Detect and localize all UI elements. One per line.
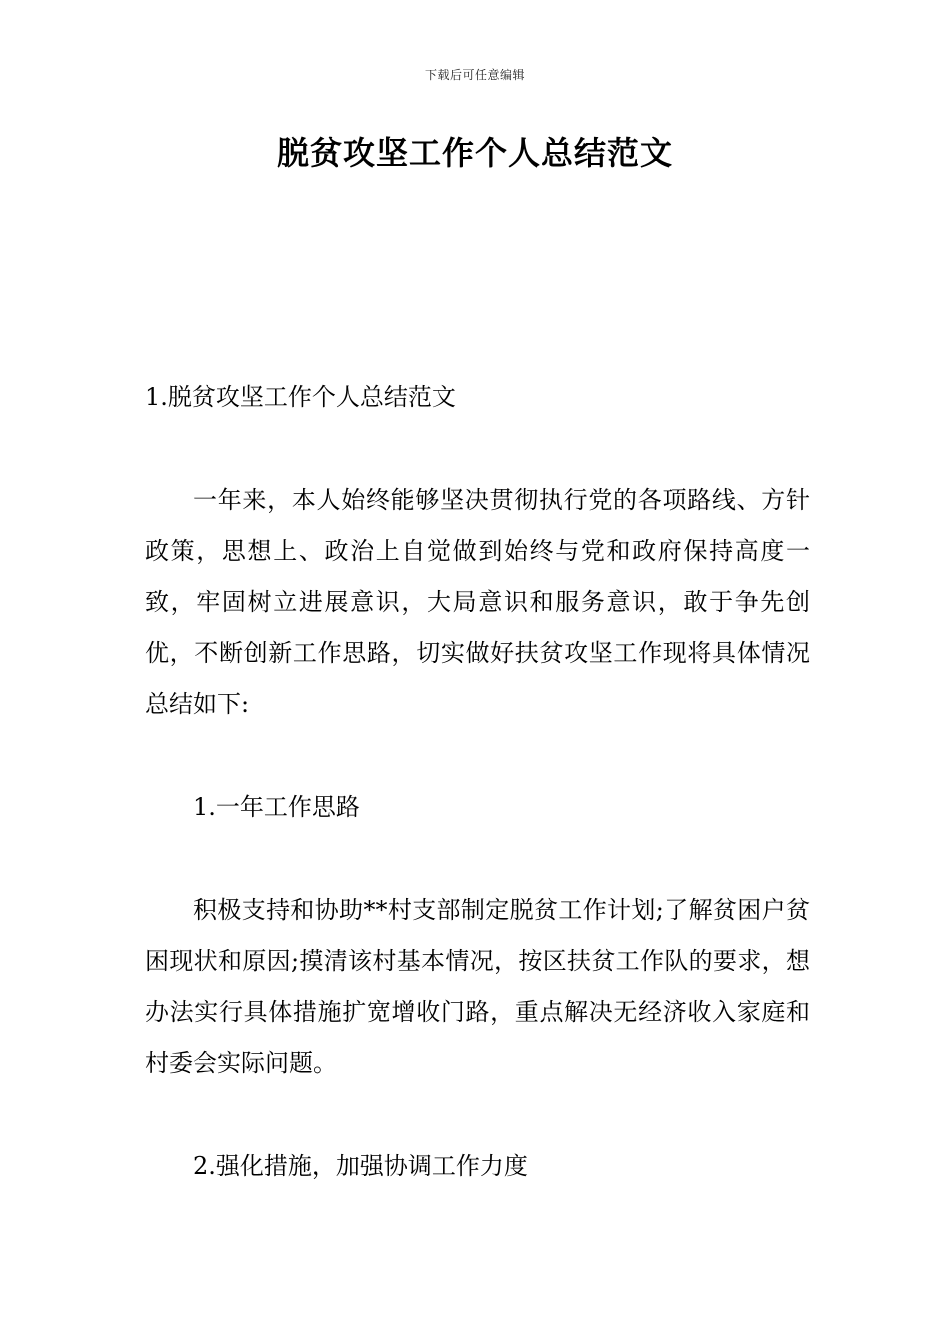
paragraph-work-thinking: 积极支持和协助**村支部制定脱贫工作计划;了解贫困户贫困现状和原因;摸清该村基本情况，按区扶贫工作队的要求，想办法实行具体措施扩宽增收门路，重点解决无经济收入家庭和村委会实际问题。 bbox=[145, 896, 810, 1077]
document-body bbox=[145, 372, 810, 1244]
sub-heading-work-thinking: 1.一年工作思路 bbox=[193, 793, 360, 821]
page-title: 脱贫攻坚工作个人总结范文 bbox=[276, 134, 673, 172]
header-note: 下载后可任意编辑 bbox=[424, 68, 525, 82]
sub-heading-measures: 2.强化措施，加强协调工作力度 bbox=[193, 1152, 528, 1180]
section-heading: 1.脱贫攻坚工作个人总结范文 bbox=[145, 383, 456, 411]
paragraph-intro: 一年来，本人始终能够坚决贯彻执行党的各项路线、方针政策，思想上、政治上自觉做到始终与党和政府保持高度一致，牢固树立进展意识，大局意识和服务意识，敢于争先创优，不断创新工作思路，切实做好扶贫攻坚工作现将具体情况总结如下: bbox=[145, 486, 810, 718]
